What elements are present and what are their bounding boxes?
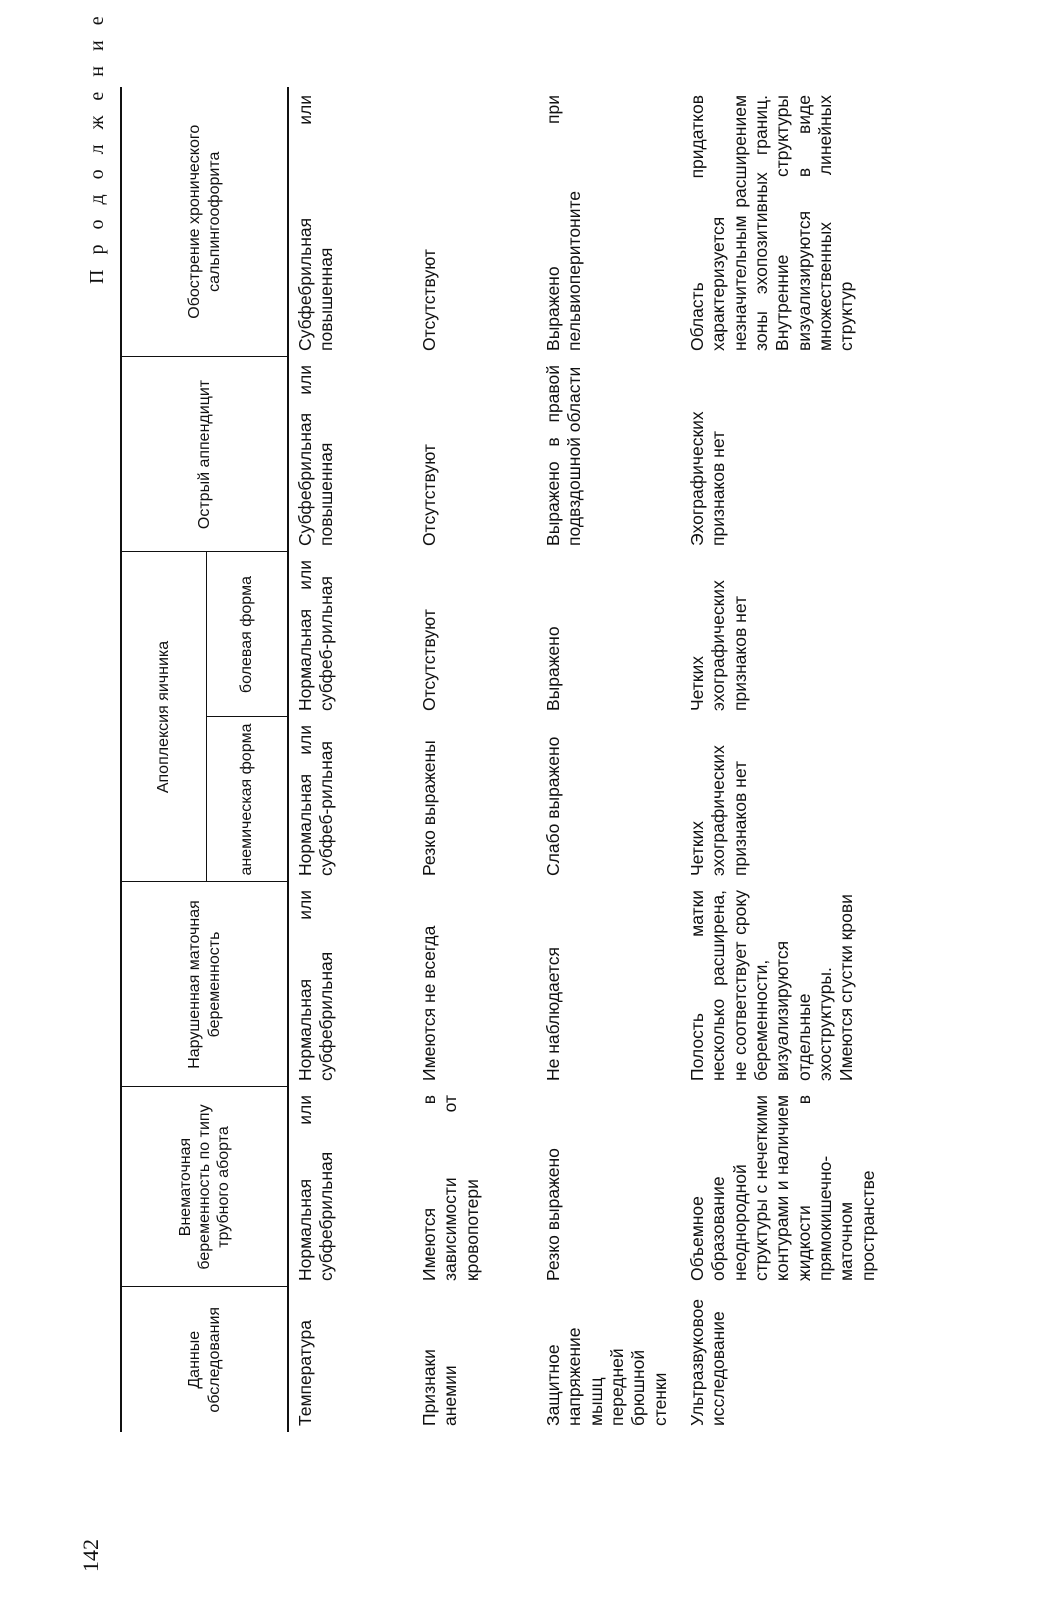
cell-appendicitis: Выражено в правой подвздошной области bbox=[543, 364, 585, 546]
header-anemic-form: анемическая форма bbox=[207, 717, 289, 882]
header-salpingoophoritis: Обострение хронического сальпингоофорита bbox=[121, 87, 288, 357]
cell-appendicitis: Субфебрильная или повышенная bbox=[295, 364, 337, 546]
cell-pain: Отсутствуют bbox=[419, 609, 439, 711]
cell-anemic: Слабо выражено bbox=[543, 736, 563, 876]
cell-appendicitis: Эхографических признаков нет bbox=[687, 411, 729, 546]
cell-ectopic: Нормальная или субфебрильная bbox=[295, 1095, 337, 1281]
header-uterine: Нарушенная маточная беременность bbox=[121, 882, 288, 1087]
header-ectopic: Внематочная беременность по типу трубного аборта bbox=[121, 1087, 288, 1287]
cell-exam: Признаки анемии bbox=[419, 1349, 461, 1426]
cell-ectopic: Имеются в зависимости от кровопотери bbox=[419, 1095, 482, 1281]
rotated-table-sheet bbox=[120, 87, 940, 1432]
cell-anemic: Четких эхографических признаков нет bbox=[687, 745, 750, 876]
cell-pain: Выражено bbox=[543, 626, 563, 711]
header-pain-form: болевая форма bbox=[207, 552, 289, 717]
cell-salpingoophoritis: Выражено при пельвиоперитоните bbox=[543, 94, 585, 351]
cell-uterine: Имеются не всегда bbox=[419, 925, 439, 1081]
table-row bbox=[413, 87, 537, 1432]
cell-ectopic: Резко выражено bbox=[543, 1148, 563, 1281]
cell-salpingoophoritis: Субфебрильная или повышенная bbox=[295, 94, 337, 351]
table-row bbox=[681, 87, 937, 1432]
differential-diagnosis-table bbox=[120, 87, 937, 1432]
table-row bbox=[288, 87, 413, 1432]
header-appendicitis: Острый аппендицит bbox=[121, 357, 288, 552]
cell-ectopic: Объемное образование неоднородной структуры с нечеткими контурами и наличием жидкости в прямокишечно-маточном пространстве bbox=[687, 1095, 878, 1281]
cell-anemic: Нормальная или субфеб-рильная bbox=[295, 725, 337, 876]
cell-anemic: Резко выражены bbox=[419, 740, 439, 876]
cell-salpingoophoritis: Область придатков характеризуется незначительным расширением зоны эхопозитивных границ. Внутренние структуры визуализируются в виде множественных линейных структур bbox=[687, 94, 857, 351]
cell-pain: Нормальная или субфеб-рильная bbox=[295, 559, 337, 711]
page-number: 142 bbox=[78, 1539, 103, 1572]
continuation-label: П р о д о л ж е н и е bbox=[86, 11, 108, 284]
cell-exam: Температура bbox=[295, 1320, 315, 1426]
header-apoplexy: Апоплексия яичника bbox=[121, 552, 207, 882]
table-row bbox=[537, 87, 681, 1432]
header-exam: Данные обследования bbox=[186, 1306, 223, 1413]
cell-uterine: Не наблюдается bbox=[543, 947, 563, 1081]
cell-uterine: Нормальная или субфебрильная bbox=[295, 890, 337, 1081]
cell-salpingoophoritis: Отсутствуют bbox=[419, 249, 439, 351]
cell-exam: Ультразвуковое исследование bbox=[687, 1298, 729, 1426]
cell-pain: Четких эхографических признаков нет bbox=[687, 580, 750, 711]
cell-appendicitis: Отсутствуют bbox=[419, 444, 439, 546]
cell-exam: Защитное напряжение мышц передней брюшной стенки bbox=[543, 1327, 670, 1426]
cell-uterine: Полость матки несколько расширена, не соответствует сроку беременности, визуализируются отдельные эхоструктуры. Имеются сгустки крови bbox=[687, 890, 857, 1081]
